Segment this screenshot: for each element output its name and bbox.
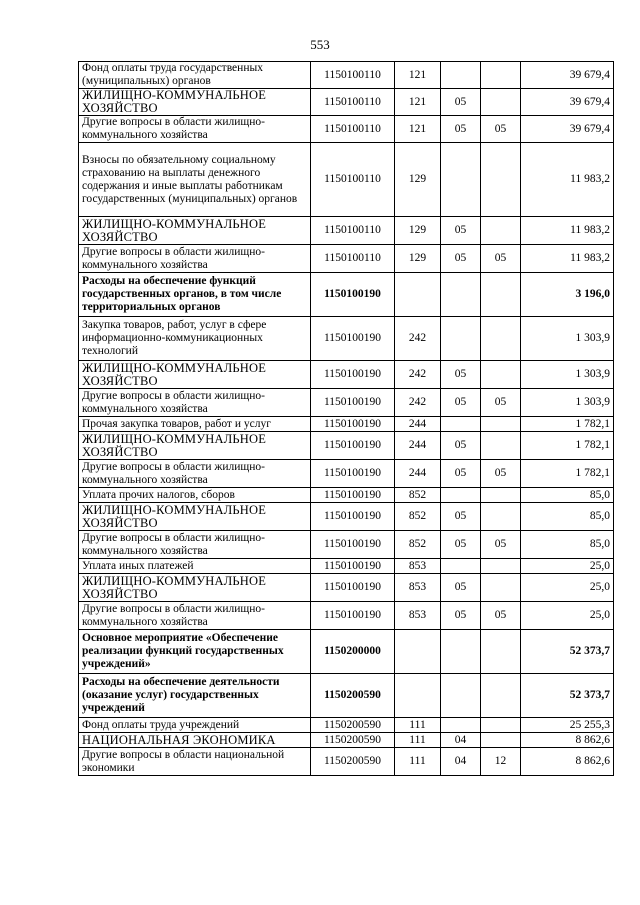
row-rz-cell: 05 — [441, 245, 481, 273]
row-rz-cell — [441, 674, 481, 718]
row-name-cell: Другие вопросы в области жилищно-коммунального хозяйства — [79, 460, 311, 488]
table-row — [79, 718, 614, 733]
row-name-cell: Другие вопросы в области национальной экономики — [79, 748, 311, 776]
row-pr-cell — [481, 718, 521, 733]
row-code-cell: 1150200590 — [311, 733, 395, 748]
row-pr-cell — [481, 574, 521, 602]
row-vr-cell: 111 — [395, 718, 441, 733]
row-pr-cell: 05 — [481, 116, 521, 143]
row-vr-cell: 111 — [395, 733, 441, 748]
row-code-cell: 1150200590 — [311, 674, 395, 718]
budget-table — [78, 61, 614, 776]
row-rz-cell: 05 — [441, 503, 481, 531]
row-name-cell: ЖИЛИЩНО-КОММУНАЛЬНОЕ ХОЗЯЙСТВО — [79, 574, 311, 602]
row-sum-cell: 1 303,9 — [521, 361, 614, 389]
table-row — [79, 674, 614, 718]
row-rz-cell: 05 — [441, 432, 481, 460]
row-pr-cell — [481, 503, 521, 531]
row-rz-cell: 05 — [441, 361, 481, 389]
row-code-cell: 1150100190 — [311, 488, 395, 503]
row-rz-cell — [441, 62, 481, 89]
row-vr-cell: 129 — [395, 245, 441, 273]
row-rz-cell — [441, 718, 481, 733]
table-row — [79, 432, 614, 460]
row-sum-cell: 52 373,7 — [521, 674, 614, 718]
row-code-cell: 1150100190 — [311, 361, 395, 389]
table-row — [79, 748, 614, 776]
row-pr-cell: 12 — [481, 748, 521, 776]
row-code-cell: 1150100190 — [311, 503, 395, 531]
row-code-cell: 1150200590 — [311, 748, 395, 776]
row-name-cell: Закупка товаров, работ, услуг в сфере информационно-коммуникационных технологий — [79, 317, 311, 361]
row-rz-cell: 05 — [441, 89, 481, 116]
row-pr-cell — [481, 432, 521, 460]
table-row — [79, 630, 614, 674]
row-vr-cell: 121 — [395, 62, 441, 89]
row-name-cell: Другие вопросы в области жилищно-коммунального хозяйства — [79, 245, 311, 273]
row-name-cell: Другие вопросы в области жилищно-коммунального хозяйства — [79, 389, 311, 417]
row-rz-cell — [441, 317, 481, 361]
row-pr-cell — [481, 488, 521, 503]
row-sum-cell: 39 679,4 — [521, 62, 614, 89]
row-code-cell: 1150100190 — [311, 574, 395, 602]
row-name-cell: Уплата иных платежей — [79, 559, 311, 574]
row-rz-cell — [441, 630, 481, 674]
row-vr-cell: 242 — [395, 361, 441, 389]
row-vr-cell: 242 — [395, 389, 441, 417]
table-row — [79, 389, 614, 417]
row-sum-cell: 39 679,4 — [521, 116, 614, 143]
row-code-cell: 1150200590 — [311, 718, 395, 733]
row-pr-cell — [481, 630, 521, 674]
row-vr-cell: 853 — [395, 559, 441, 574]
table-row — [79, 361, 614, 389]
row-pr-cell — [481, 317, 521, 361]
row-sum-cell: 1 782,1 — [521, 432, 614, 460]
row-vr-cell: 852 — [395, 531, 441, 559]
table-body — [79, 62, 614, 776]
row-sum-cell: 25,0 — [521, 602, 614, 630]
row-vr-cell — [395, 630, 441, 674]
row-vr-cell: 129 — [395, 143, 441, 217]
table-row — [79, 460, 614, 488]
row-rz-cell: 05 — [441, 602, 481, 630]
row-code-cell: 1150100110 — [311, 245, 395, 273]
row-sum-cell: 85,0 — [521, 531, 614, 559]
row-pr-cell: 05 — [481, 389, 521, 417]
row-name-cell: ЖИЛИЩНО-КОММУНАЛЬНОЕ ХОЗЯЙСТВО — [79, 361, 311, 389]
row-vr-cell: 852 — [395, 488, 441, 503]
row-rz-cell — [441, 143, 481, 217]
table-row — [79, 245, 614, 273]
row-name-cell: ЖИЛИЩНО-КОММУНАЛЬНОЕ ХОЗЯЙСТВО — [79, 89, 311, 116]
row-rz-cell: 05 — [441, 574, 481, 602]
row-pr-cell — [481, 559, 521, 574]
table-row — [79, 317, 614, 361]
row-sum-cell: 52 373,7 — [521, 630, 614, 674]
row-rz-cell: 05 — [441, 460, 481, 488]
page-number: 553 — [310, 37, 330, 52]
row-code-cell: 1150100190 — [311, 432, 395, 460]
row-sum-cell: 25 255,3 — [521, 718, 614, 733]
table-row — [79, 559, 614, 574]
row-rz-cell: 05 — [441, 116, 481, 143]
table-row — [79, 733, 614, 748]
row-vr-cell: 242 — [395, 317, 441, 361]
row-name-cell: ЖИЛИЩНО-КОММУНАЛЬНОЕ ХОЗЯЙСТВО — [79, 432, 311, 460]
row-sum-cell: 8 862,6 — [521, 733, 614, 748]
row-name-cell: Фонд оплаты труда учреждений — [79, 718, 311, 733]
table-row — [79, 62, 614, 89]
row-name-cell: ЖИЛИЩНО-КОММУНАЛЬНОЕ ХОЗЯЙСТВО — [79, 503, 311, 531]
row-vr-cell: 853 — [395, 602, 441, 630]
row-rz-cell: 05 — [441, 389, 481, 417]
table-row — [79, 217, 614, 245]
row-pr-cell — [481, 674, 521, 718]
row-name-cell: Расходы на обеспечение функций государственных органов, в том числе территориальных органов — [79, 273, 311, 317]
row-vr-cell — [395, 273, 441, 317]
row-rz-cell — [441, 488, 481, 503]
row-sum-cell: 8 862,6 — [521, 748, 614, 776]
row-code-cell: 1150100190 — [311, 602, 395, 630]
row-sum-cell: 85,0 — [521, 503, 614, 531]
table-row — [79, 273, 614, 317]
row-pr-cell — [481, 273, 521, 317]
row-pr-cell — [481, 217, 521, 245]
row-sum-cell: 1 303,9 — [521, 317, 614, 361]
row-code-cell: 1150100190 — [311, 389, 395, 417]
row-code-cell: 1150100110 — [311, 116, 395, 143]
row-vr-cell: 853 — [395, 574, 441, 602]
row-sum-cell: 11 983,2 — [521, 217, 614, 245]
row-pr-cell: 05 — [481, 531, 521, 559]
row-rz-cell — [441, 417, 481, 432]
row-name-cell: Уплата прочих налогов, сборов — [79, 488, 311, 503]
row-name-cell: Фонд оплаты труда государственных (муниципальных) органов — [79, 62, 311, 89]
row-code-cell: 1150200000 — [311, 630, 395, 674]
row-code-cell: 1150100190 — [311, 559, 395, 574]
row-code-cell: 1150100110 — [311, 62, 395, 89]
row-code-cell: 1150100190 — [311, 460, 395, 488]
row-pr-cell — [481, 733, 521, 748]
row-pr-cell — [481, 143, 521, 217]
row-sum-cell: 25,0 — [521, 559, 614, 574]
row-pr-cell: 05 — [481, 245, 521, 273]
table-row — [79, 488, 614, 503]
table-row — [79, 574, 614, 602]
table-row — [79, 503, 614, 531]
row-pr-cell: 05 — [481, 602, 521, 630]
row-vr-cell: 121 — [395, 89, 441, 116]
row-code-cell: 1150100110 — [311, 89, 395, 116]
row-vr-cell: 244 — [395, 432, 441, 460]
row-code-cell: 1150100110 — [311, 217, 395, 245]
row-code-cell: 1150100190 — [311, 317, 395, 361]
row-vr-cell: 111 — [395, 748, 441, 776]
row-sum-cell: 1 782,1 — [521, 417, 614, 432]
row-pr-cell — [481, 361, 521, 389]
row-vr-cell: 121 — [395, 116, 441, 143]
table-row — [79, 143, 614, 217]
row-name-cell: Другие вопросы в области жилищно-коммунального хозяйства — [79, 531, 311, 559]
row-name-cell: НАЦИОНАЛЬНАЯ ЭКОНОМИКА — [79, 733, 311, 748]
row-vr-cell: 852 — [395, 503, 441, 531]
row-sum-cell: 11 983,2 — [521, 143, 614, 217]
row-rz-cell: 05 — [441, 217, 481, 245]
row-vr-cell: 244 — [395, 460, 441, 488]
row-sum-cell: 11 983,2 — [521, 245, 614, 273]
table-row — [79, 116, 614, 143]
row-rz-cell — [441, 273, 481, 317]
table-row — [79, 417, 614, 432]
row-sum-cell: 1 782,1 — [521, 460, 614, 488]
row-name-cell: Основное мероприятие «Обеспечение реализации функций государственных учреждений» — [79, 630, 311, 674]
row-vr-cell: 129 — [395, 217, 441, 245]
row-pr-cell: 05 — [481, 460, 521, 488]
table-row — [79, 89, 614, 116]
row-code-cell: 1150100190 — [311, 273, 395, 317]
row-vr-cell — [395, 674, 441, 718]
row-vr-cell: 244 — [395, 417, 441, 432]
row-pr-cell — [481, 62, 521, 89]
row-sum-cell: 85,0 — [521, 488, 614, 503]
row-rz-cell — [441, 559, 481, 574]
row-rz-cell: 04 — [441, 733, 481, 748]
row-name-cell: Расходы на обеспечение деятельности (оказание услуг) государственных учреждений — [79, 674, 311, 718]
row-name-cell: Прочая закупка товаров, работ и услуг — [79, 417, 311, 432]
row-name-cell: Другие вопросы в области жилищно-коммунального хозяйства — [79, 602, 311, 630]
row-code-cell: 1150100190 — [311, 417, 395, 432]
row-code-cell: 1150100190 — [311, 531, 395, 559]
row-code-cell: 1150100110 — [311, 143, 395, 217]
row-rz-cell: 04 — [441, 748, 481, 776]
row-name-cell: ЖИЛИЩНО-КОММУНАЛЬНОЕ ХОЗЯЙСТВО — [79, 217, 311, 245]
row-rz-cell: 05 — [441, 531, 481, 559]
table-row — [79, 531, 614, 559]
row-sum-cell: 39 679,4 — [521, 89, 614, 116]
row-pr-cell — [481, 417, 521, 432]
row-sum-cell: 1 303,9 — [521, 389, 614, 417]
table-row — [79, 602, 614, 630]
row-name-cell: Другие вопросы в области жилищно-коммунального хозяйства — [79, 116, 311, 143]
row-sum-cell: 3 196,0 — [521, 273, 614, 317]
row-pr-cell — [481, 89, 521, 116]
row-sum-cell: 25,0 — [521, 574, 614, 602]
row-name-cell: Взносы по обязательному социальному страхованию на выплаты денежного содержания и иные выплаты работникам государственных (муниципальных) органов — [79, 143, 311, 217]
